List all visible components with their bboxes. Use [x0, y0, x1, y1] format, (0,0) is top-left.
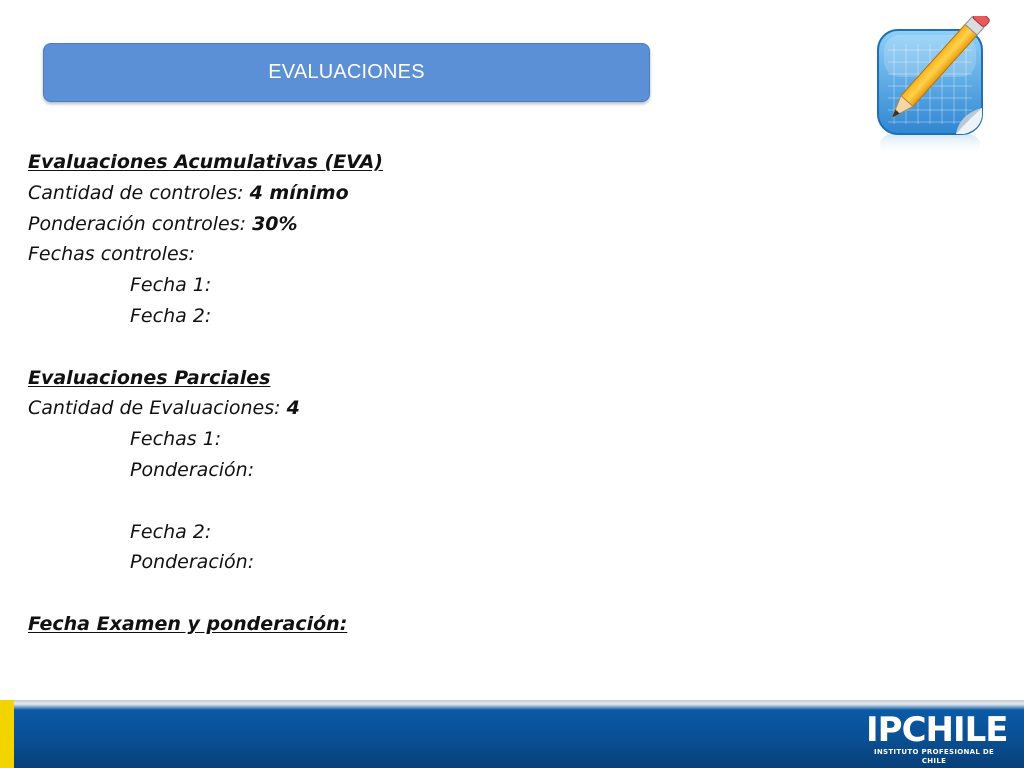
eva-cantidad-label: Cantidad de controles:: [28, 181, 250, 204]
parciales-cantidad-line: [28, 393, 383, 424]
eva-fecha-2: Fecha 2:: [130, 304, 212, 327]
title-banner: [43, 43, 650, 102]
parciales-fecha-1: Fechas 1:: [130, 428, 222, 451]
parciales-fecha-2: Fecha 2:: [130, 520, 212, 543]
ipchile-logo: [866, 710, 1008, 766]
parciales-ponderacion-1: Ponderación:: [130, 458, 255, 481]
evaluation-details: [28, 147, 383, 640]
logo-tagline: INSTITUTO PROFESIONAL DE CHILE: [873, 748, 995, 765]
spacer: [28, 578, 383, 609]
eva-fechas-label: Fechas controles:: [28, 243, 195, 266]
parciales-cantidad-label: Cantidad de Evaluaciones:: [28, 397, 287, 420]
eva-heading: Evaluaciones Acumulativas (EVA): [28, 151, 383, 173]
parciales-cantidad-value: 4: [286, 397, 300, 420]
parciales-ponderacion-2: Ponderación:: [130, 551, 255, 574]
parciales-heading: Evaluaciones Parciales: [28, 366, 271, 389]
spacer: [28, 486, 383, 517]
eva-ponderacion-label: Ponderación controles:: [28, 212, 253, 235]
eva-cantidad-line: [28, 178, 383, 209]
pencil-notepad-icon: [860, 16, 990, 161]
eva-cantidad-value: 4 mínimo: [249, 181, 349, 204]
spacer: [28, 332, 383, 363]
slide-title: EVALUACIONES: [268, 61, 425, 83]
examen-heading: Fecha Examen y ponderación:: [28, 612, 348, 635]
footer-accent-stripe: [0, 700, 14, 768]
footer-bar: [0, 700, 1024, 768]
eva-ponderacion-value: 30%: [252, 212, 298, 235]
eva-ponderacion-line: [28, 209, 383, 240]
logo-wordmark: IPCHILE: [866, 710, 1008, 750]
eva-fecha-1: Fecha 1:: [130, 274, 212, 297]
